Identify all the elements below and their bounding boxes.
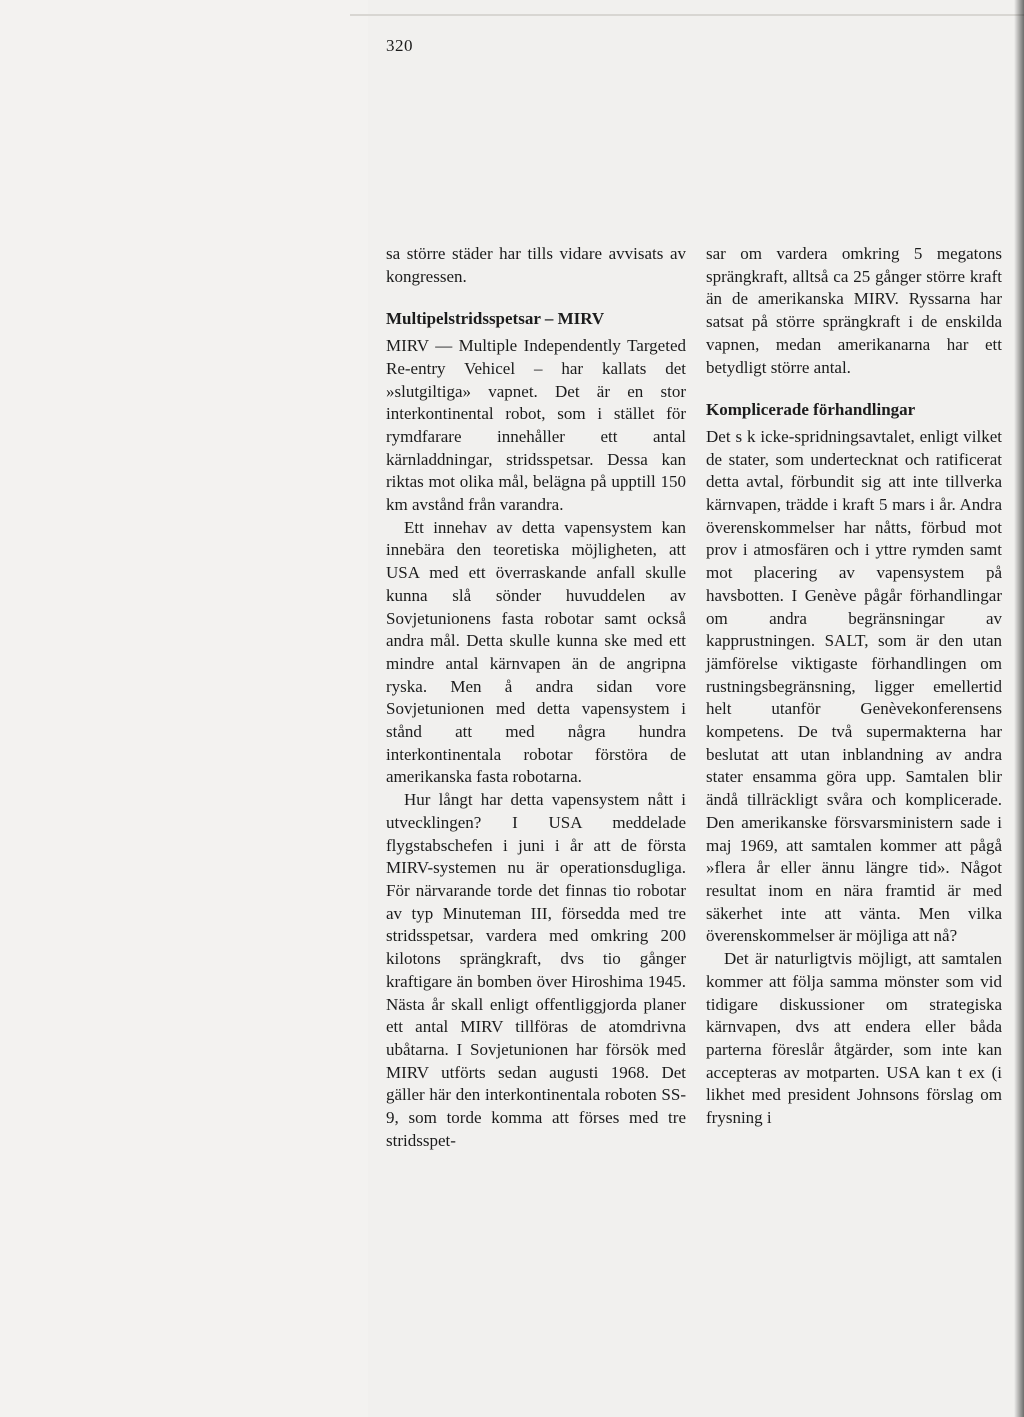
scan-margin [0,0,368,1417]
paragraph: Det är naturligtvis möjligt, att samtalen kommer att följa samma mönster som vid tidigare diskussioner om strategiska kärnvapen, dvs att endera eller båda parterna föreslår åtgärder, som inte kan accepteras av motparten. USA kan t ex (i likhet med president Johnsons förslag om frysning i [706,949,1002,1128]
scan-edge-line [350,14,1024,16]
right-text-column [706,243,1002,1130]
paragraph: Ett innehav av detta vapensystem kan innebära den teoretiska möjligheten, att USA med ett överraskande anfall skulle kunna slå sönder huvuddelen av Sovjetunionens fasta robotar samt också andra mål. Detta skulle kunna ske med ett mindre antal kärnvapen än de angripna ryska. Men å andra sidan vore Sovjetunionen med detta vapensystem i stånd att med några hundra interkontinentala robotar förstöra de amerikanska fasta robotarna. [386,517,686,787]
left-text-column [386,243,686,1152]
paragraph: sar om vardera omkring 5 megatons sprängkraft, alltså ca 25 gånger större kraft än de amerikanska MIRV. Ryssarna har satsat på större sprängkraft i de enskilda vapnen, medan amerikanarna har ett betydligt större antal. [706,244,1002,377]
page-number: 320 [386,36,413,55]
paragraph: Hur långt har detta vapensystem nått i utvecklingen? I USA meddelade flygstabschefen i juni i år att de första MIRV-systemen nu är operationsdugliga. För närvarande torde det finnas tio robotar av typ Minuteman III, försedda med tre stridsspetsar, vardera med omkring 200 kilotons sprängkraft, dvs tio gånger kraftigare än bomben över Hiroshima 1945. Nästa år skall enligt offentliggjorda planer ett antal MIRV tillföras de atomdrivna ubåtarna. I Sovjetunionen har försök med MIRV utförts sedan augusti 1968. Det gäller här den interkontinentala roboten SS-9, som torde komma att förses med tre stridsspet- [386,790,686,1150]
paragraph: MIRV — Multiple Independently Targeted Re-entry Vehicel – har kallats det »slutgiltiga» vapnet. Det är en stor interkontinental robot, som i stället för rymdfarare innehåller ett antal kärnladdningar, stridsspetsar. Dessa kan riktas mot olika mål, belägna på upptill 150 km avstånd från varandra. [386,336,686,515]
scan-edge-shadow [1014,0,1024,1417]
section-heading: Komplicerade förhandlingar [706,400,916,420]
paragraph: Det s k icke-spridningsavtalet, enligt vilket de stater, som undertecknat och ratificerat detta avtal, förbundit sig att inte tillverka kärnvapen, trädde i kraft 5 mars i år. Andra överenskommelser har nåtts, förbud mot prov i atmosfären och i yttre rymden samt mot placering av vapensystem på havsbotten. I Genève pågår förhandlingar om andra begränsningar av kapprustningen. SALT, som är den utan jämförelse viktigaste förhandlingen om rustningsbegränsning, ligger emellertid helt utanför Genèvekonferensens kompetens. De två supermakterna har beslutat att utan inblandning av andra stater ensamma göra upp. Samtalen blir ändå tillräckligt svåra och komplicerade. Den amerikanske försvarsministern sade i maj 1969, att samtalen kommer att pågå »flera år eller ännu längre tid». Något resultat inom en nära framtid är med säkerhet inte att vänta. Men vilka överenskommelser är möjliga att nå? [706,426,1002,946]
paragraph: sa större städer har tills vidare avvisats av kongressen. [386,244,686,286]
section-heading: Multipelstridsspetsar – MIRV [386,309,605,329]
